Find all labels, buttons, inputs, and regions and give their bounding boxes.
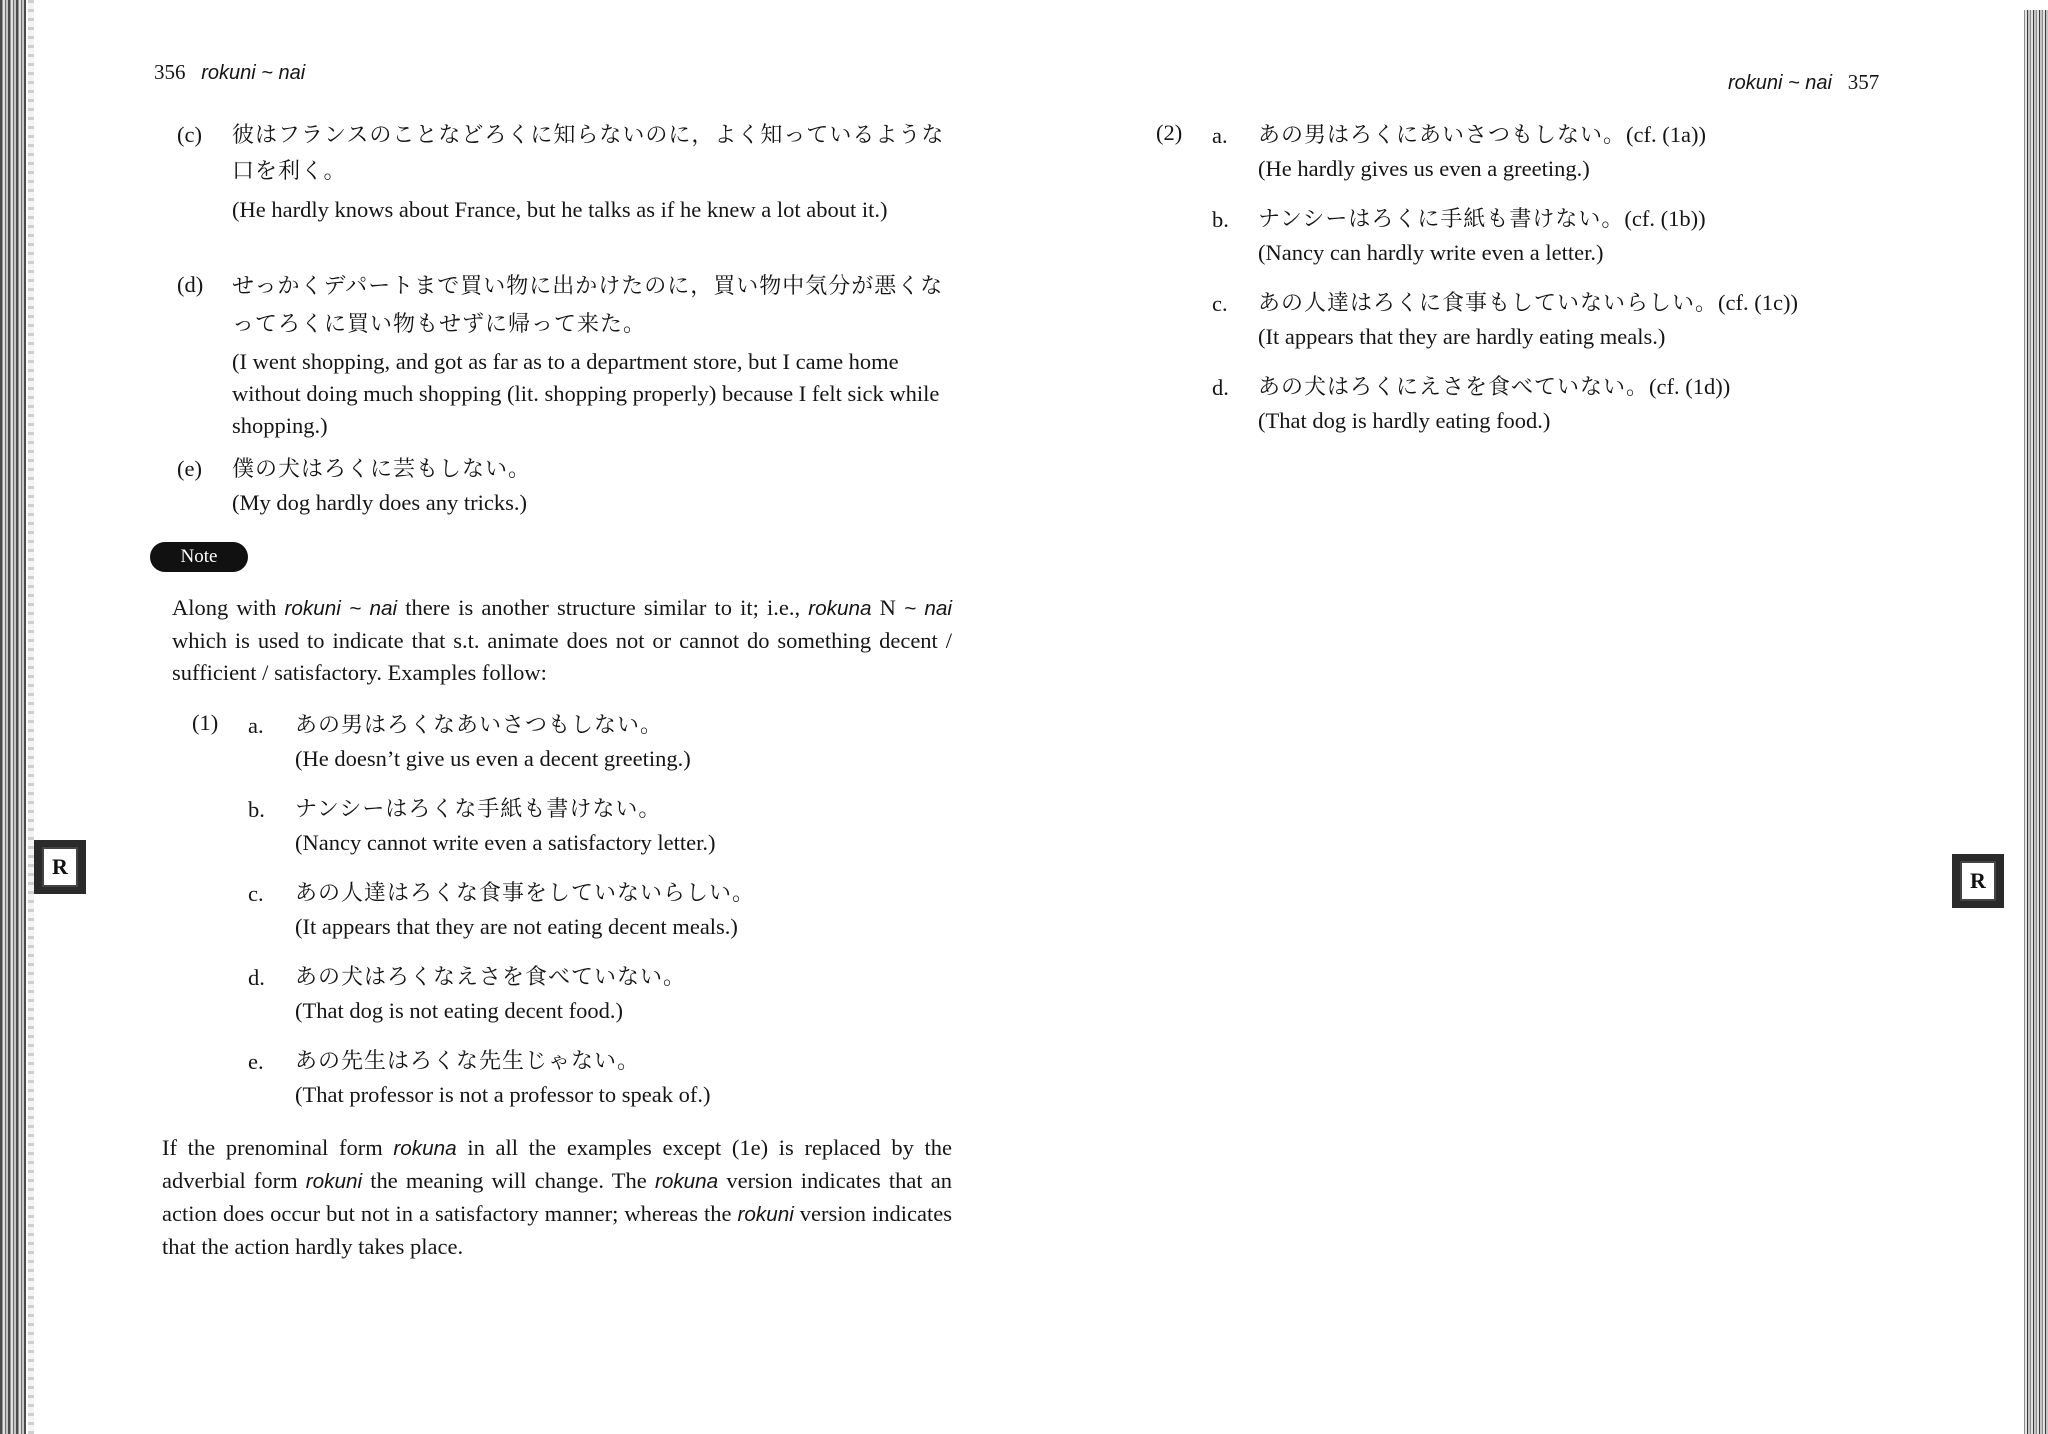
list-item	[1258, 202, 1706, 269]
item-label: e.	[248, 1049, 264, 1074]
item-label: d.	[1212, 375, 1229, 400]
list-item	[1258, 118, 1706, 185]
list-item	[295, 876, 755, 943]
section-tab-letter: R	[42, 847, 78, 887]
item-jp: ナンシーはろくな手紙も書けない。	[295, 797, 662, 822]
example-jp: 彼はフランスのことなどろくに知らないのに，よく知っているような口を利く。	[232, 123, 945, 184]
item-en: (He hardly gives us even a greeting.)	[1258, 156, 1590, 181]
item-en: (It appears that they are hardly eating meals.)	[1258, 324, 1666, 349]
list-item	[1258, 286, 1798, 353]
right-page-header	[1728, 70, 1879, 95]
item-label: b.	[248, 797, 265, 822]
item-cf: (cf. (1b))	[1624, 206, 1706, 231]
book-spine-left	[0, 0, 26, 1434]
item-jp: あの人達はろくに食事もしていないらしい。	[1258, 291, 1719, 316]
item-jp: あの男はろくにあいさつもしない。	[1258, 123, 1627, 148]
list-item	[295, 960, 686, 1027]
item-cf: (cf. (1a))	[1626, 122, 1706, 147]
example-label: (e)	[177, 456, 202, 481]
example-label: (c)	[177, 122, 202, 147]
item-jp: あの人達はろくな食事をしていないらしい。	[295, 881, 756, 906]
left-page-header	[154, 60, 305, 85]
item-en: (He doesn’t give us even a decent greeting.)	[295, 746, 691, 771]
item-jp: ナンシーはろくに手紙も書けない。	[1258, 207, 1625, 232]
example-en: (My dog hardly does any tricks.)	[232, 490, 527, 515]
section-tab-letter: R	[1960, 861, 1996, 901]
closing-paragraph: If the prenominal form rokuna in all the examples except (1e) is replaced by the adverbial form rokuni the meaning will change. The rokuna version indicates that an action does occur but not in a satisfactory manner; whereas the rokuni version indicates that the action hardly takes place.	[162, 1135, 953, 1259]
list-item	[295, 1044, 711, 1111]
example-list-2	[1130, 118, 1930, 448]
item-cf: (cf. (1c))	[1718, 290, 1798, 315]
item-jp: あの犬はろくなえさを食べていない。	[295, 965, 687, 990]
item-en: (Nancy cannot write even a satisfactory letter.)	[295, 830, 716, 855]
item-jp: あの犬はろくにえさを食べていない。	[1258, 375, 1650, 400]
book-spine-right	[2024, 10, 2048, 1434]
note-badge: Note	[150, 542, 248, 572]
example-en: (He hardly knows about France, but he talks as if he knew a lot about it.)	[232, 197, 888, 222]
example-list-1	[140, 708, 970, 1128]
running-head: rokuni ~ nai	[1728, 72, 1832, 94]
right-page	[1130, 0, 1930, 1434]
example-jp: せっかくデパートまで買い物に出かけたのに，買い物中気分が悪くなってろくに買い物もせずに帰って来た。	[232, 274, 944, 337]
list-item	[295, 792, 715, 859]
item-en: (It appears that they are not eating decent meals.)	[295, 914, 738, 939]
section-tab-right	[1952, 854, 2004, 908]
example-jp: 僕の犬はろくに芸もしない。	[232, 457, 532, 482]
running-head: rokuni ~ nai	[201, 62, 306, 84]
item-en: (That dog is not eating decent food.)	[295, 998, 624, 1023]
list-number: (2)	[1156, 120, 1183, 145]
item-en: (That dog is hardly eating food.)	[1258, 408, 1551, 433]
example-e	[140, 448, 970, 528]
note-paragraph: Along with rokuni ~ nai there is another structure similar to it; i.e., rokuna N ~ nai which is used to indicate that s.t. animate does not or cannot do something decent / sufficient / satisfactory. Examples follow:	[172, 595, 952, 685]
item-label: c.	[248, 881, 264, 906]
example-d	[140, 268, 970, 438]
item-jp: あの男はろくなあいさつもしない。	[295, 713, 664, 738]
item-en: (Nancy can hardly write even a letter.)	[1258, 240, 1604, 265]
list-item	[1258, 370, 1730, 437]
book-gutter-left	[28, 0, 34, 1434]
item-label: b.	[1212, 207, 1229, 232]
item-cf: (cf. (1d))	[1649, 374, 1731, 399]
item-label: d.	[248, 965, 265, 990]
example-label: (d)	[177, 272, 204, 297]
item-label: a.	[248, 713, 264, 738]
item-jp: あの先生はろくな先生じゃない。	[295, 1049, 641, 1074]
page-number: 356	[154, 60, 186, 84]
list-item	[295, 708, 691, 775]
example-en: (I went shopping, and got as far as to a department store, but I came home without doing much shopping (lit. shopping properly) because I felt sick while shopping.)	[232, 349, 940, 438]
list-number: (1)	[192, 710, 219, 735]
left-page	[140, 0, 970, 1434]
item-label: c.	[1212, 291, 1228, 316]
item-en: (That professor is not a professor to speak of.)	[295, 1082, 711, 1107]
section-tab-left	[34, 840, 86, 894]
item-label: a.	[1212, 123, 1228, 148]
example-c	[140, 118, 970, 258]
page-number: 357	[1847, 70, 1880, 94]
